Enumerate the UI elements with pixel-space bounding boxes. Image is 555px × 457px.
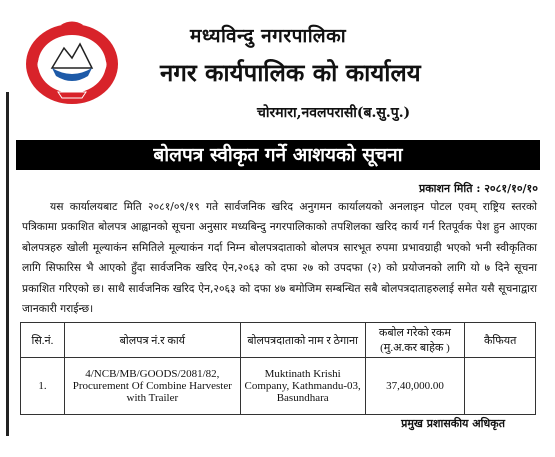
notice-title-banner: बोलपत्र स्वीकृत गर्ने आशयको सूचना [16, 140, 540, 170]
row-remarks [465, 358, 536, 415]
col-bidder-header: बोलपत्रदाताको नाम र ठेगाना [240, 323, 365, 358]
col-remarks-header: कैफियत [465, 323, 536, 358]
row-bid: 4/NCB/MB/GOODS/2081/82, Procurement Of Combine Harvester with Trailer [64, 358, 240, 415]
col-amount-header: कबोल गरेको रकम (मु.अ.कर बाहेक ) [365, 323, 465, 358]
office-name: नगर कार्यपालिक को कार्यालय [160, 58, 421, 87]
col-bid-header: बोलपत्र नं.र कार्य [64, 323, 240, 358]
nepal-emblem-icon [22, 18, 122, 106]
col-serial-header: सि.नं. [21, 323, 65, 358]
bid-table [20, 322, 536, 415]
table-header-row [21, 323, 536, 358]
publication-date: प्रकाशन मिति : २०८१/१०/१० [418, 182, 538, 195]
row-bidder: Muktinath Krishi Company, Kathmandu-03, Basundhara [240, 358, 365, 415]
municipality-name: मध्यविन्दु नगरपालिका [190, 25, 347, 47]
table-row [21, 358, 536, 415]
row-amount: 37,40,000.00 [365, 358, 465, 415]
office-address: चोरमारा,नवलपरासी(ब.सु.पु.) [257, 105, 411, 121]
notice-body: यस कार्यालयबाट मिति २०८१/०९/१९ गते सार्वजनिक खरिद अनुगमन कार्यालयको अनलाइन पोटल एवम् राष्ट्रिय स्तरको पत्रिकामा प्रकाशित बोलपत्र आह्वानको सूचना अनुसार मध्यबिन्दु नगरपालिकाको तपशिलका खरिद कार्य गर्न रितपूर्वक पेश हुन आएका बोलपत्रहरु खोली मूल्याकंन समितिले मूल्याकंन गर्दा निम्न बोलपत्रदाताको बोलपत्र सारभूत रुपमा प्रभावग्राही भएको भनी स्वीकृतिका लागि सिफारिस भै आएको हुँदा सार्वजनिक खरिद ऐन,२०६३ को दफा २७ को उपदफा (२) को प्रयोजनको लागि यो ७ दिने सूचना प्रकाशित गरिएको छ। साथै सार्वजनिक खरिद ऐन,२०६३ को दफा ४७ बमोजिम सम्बन्धित सबै बोलपत्रदाताहरुलाई समेत यसै सूचनाद्वारा जानकारी गराईन्छ। [22, 200, 537, 316]
signatory-title: प्रमुख प्रशासकीय अधिकृत [401, 417, 505, 430]
left-border-line [6, 92, 9, 436]
row-serial: 1. [21, 358, 65, 415]
